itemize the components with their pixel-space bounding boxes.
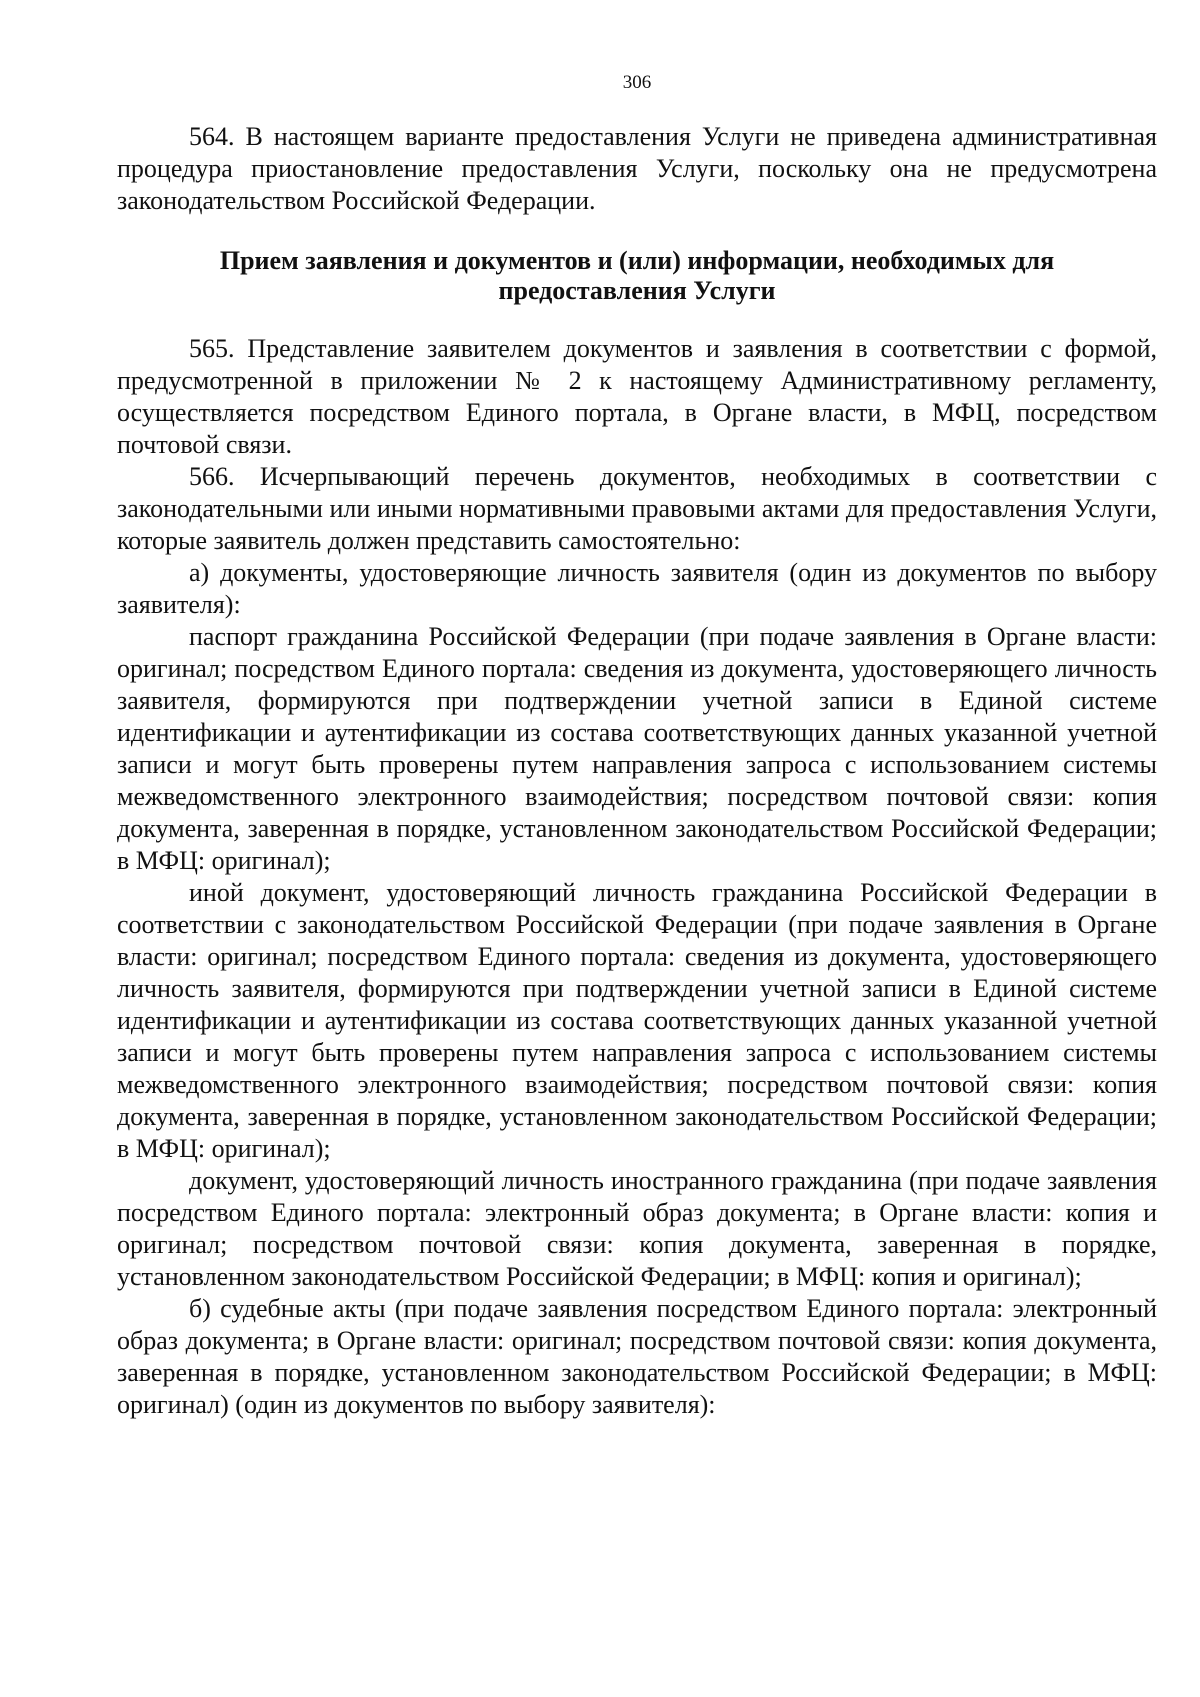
section-heading-line-1: Прием заявления и документов и (или) информации, необходимых для bbox=[219, 246, 1055, 275]
paragraph-565: 565. Представление заявителем документов и заявления в соответствии с формой, предусмотренной в приложении № 2 к настоящему Административному регламенту, осуществляется посредством Единого портала, в Органе власти, в МФЦ, посредством почтовой связи. bbox=[117, 334, 1157, 459]
paragraph-item-a: а) документы, удостоверяющие личность заявителя (один из документов по выбору заявителя): bbox=[117, 558, 1157, 619]
paragraph-564: 564. В настоящем варианте предоставления Услуги не приведена административная процедура приостановление предоставления Услуги, поскольку она не предусмотрена законодательством Российской Федерации. bbox=[117, 122, 1157, 215]
document-body bbox=[117, 121, 1157, 1421]
paragraph-item-b: б) судебные акты (при подаче заявления посредством Единого портала: электронный образ документа; в Органе власти: оригинал; посредством почтовой связи: копия документа, заверенная в порядке, установленном законодательством Российской Федерации; в МФЦ: оригинал) (один из документов по выбору заявителя): bbox=[117, 1294, 1157, 1419]
paragraph-other-id-document: иной документ, удостоверяющий личность гражданина Российской Федерации в соответствии с законодательством Российской Федерации (при подаче заявления в Органе власти: оригинал; посредством Единого портала: сведения из документа, удостоверяющего личность заявителя, формируются при подтверждении учетной записи в Единой системе идентификации и аутентификации из состава соответствующих данных указанной учетной записи и могут быть проверены путем направления запроса с использованием системы межведомственного электронного взаимодействия; посредством почтовой связи: копия документа, заверенная в порядке, установленном законодательством Российской Федерации; в МФЦ: оригинал); bbox=[117, 878, 1157, 1163]
paragraph-passport: паспорт гражданина Российской Федерации (при подаче заявления в Органе власти: оригинал; посредством Единого портала: сведения из документа, удостоверяющего личность заявителя, формируются при подтверждении учетной записи в Единой системе идентификации и аутентификации из состава соответствующих данных указанной учетной записи и могут быть проверены путем направления запроса с использованием системы межведомственного электронного взаимодействия; посредством почтовой связи: копия документа, заверенная в порядке, установленном законодательством Российской Федерации; в МФЦ: оригинал); bbox=[117, 622, 1157, 875]
paragraph-566: 566. Исчерпывающий перечень документов, необходимых в соответствии с законодательными или иными нормативными правовыми актами для предоставления Услуги, которые заявитель должен представить самостоятельно: bbox=[117, 462, 1157, 555]
page-number: 306 bbox=[622, 72, 652, 93]
section-heading-line-2: предоставления Услуги bbox=[498, 276, 776, 305]
paragraph-foreign-id-document: документ, удостоверяющий личность иностранного гражданина (при подаче заявления посредством Единого портала: электронный образ документа; в Органе власти: копия и оригинал; посредством почтовой связи: копия документа, заверенная в порядке, установленном законодательством Российской Федерации; в МФЦ: копия и оригинал); bbox=[117, 1166, 1157, 1291]
section-heading bbox=[117, 246, 1157, 306]
